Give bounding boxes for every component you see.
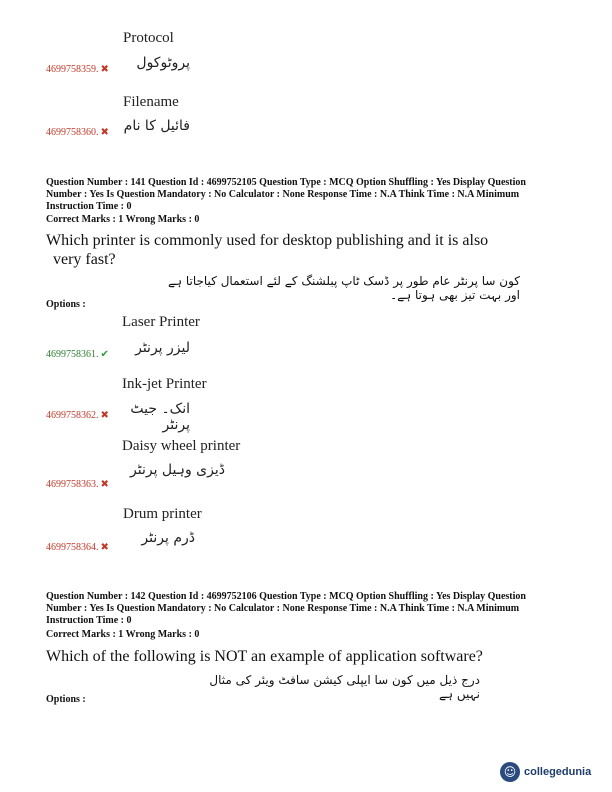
- options-label: Options :: [46, 299, 86, 310]
- option-id-number: 4699758363.: [46, 479, 99, 490]
- option-text-en: Protocol: [123, 30, 174, 46]
- meta-line: Question Number : 141 Question Id : 4699752105 Question Type : MCQ Option Shuffling : Yes Display Question: [46, 177, 526, 188]
- question-text: [46, 647, 566, 666]
- question-meta: [46, 177, 571, 213]
- option-text-en: Laser Printer: [122, 314, 200, 330]
- graduate-avatar-icon: ☺: [500, 762, 520, 782]
- question-text-ur: درج ذیل میں کون سا ایپلی کیشن سافٹ ویئر کی مثال نہیں ہے: [209, 673, 480, 701]
- option-id-number: 4699758361.: [46, 349, 99, 360]
- question-line: very fast?: [53, 251, 116, 268]
- question-line: Which printer is commonly used for desktop publishing and it is also: [46, 232, 489, 249]
- correct-check-icon: ✔: [100, 349, 109, 360]
- option-id: [46, 127, 109, 138]
- option-text-ur: فائیل کا نام: [123, 118, 190, 134]
- wrong-mark-icon: ✖: [100, 542, 109, 553]
- option-id-number: 4699758359.: [46, 64, 99, 75]
- meta-line: Number : Yes Is Question Mandatory : No Calculator : None Response Time : N.A Think Time : N.A Minimum: [46, 189, 520, 200]
- wrong-mark-icon: ✖: [100, 64, 109, 75]
- option-id: [46, 64, 109, 75]
- question-text-ur: کون سا پرنٹر عام طور پر ڈسک ٹاپ پبلشنگ کے لئے استعمال کیاجاتا ہے اور بہت تیز بھی ہوتا ہے۔: [167, 274, 520, 302]
- wrong-mark-icon: ✖: [100, 410, 109, 421]
- meta-line: Instruction Time : 0: [46, 615, 132, 626]
- collegedunia-logo: [500, 762, 591, 782]
- question-line: Which of the following is NOT an example of application software?: [46, 648, 483, 665]
- meta-line: Number : Yes Is Question Mandatory : No Calculator : None Response Time : N.A Think Time : N.A Minimum: [46, 603, 520, 614]
- option-text-en: Filename: [123, 94, 179, 110]
- option-id-number: 4699758362.: [46, 410, 99, 421]
- option-text-en: Ink-jet Printer: [122, 376, 207, 392]
- option-text-en: Daisy wheel printer: [122, 438, 241, 454]
- question-text: [46, 231, 566, 269]
- wrong-mark-icon: ✖: [100, 479, 109, 490]
- option-id-number: 4699758364.: [46, 542, 99, 553]
- wrong-mark-icon: ✖: [100, 127, 109, 138]
- option-text-ur: ڈیزی وہیل پرنٹر: [130, 462, 225, 478]
- meta-line: Instruction Time : 0: [46, 201, 132, 212]
- options-label: Options :: [46, 694, 86, 705]
- option-text-ur: پروٹوکول: [136, 55, 190, 71]
- option-id: [46, 479, 109, 490]
- option-id: [46, 410, 109, 421]
- question-marks: Correct Marks : 1 Wrong Marks : 0: [46, 629, 200, 640]
- option-text-en: Drum printer: [123, 506, 202, 522]
- option-text-ur: انک۔ جیٹ پرنٹر: [130, 401, 190, 433]
- question-meta: [46, 591, 571, 627]
- question-marks: Correct Marks : 1 Wrong Marks : 0: [46, 214, 200, 225]
- option-id: [46, 349, 109, 360]
- option-text-ur: لیزر پرنٹر: [135, 340, 190, 356]
- option-id: [46, 542, 109, 553]
- logo-text: collegedunia: [524, 766, 592, 778]
- option-text-ur: ڈرم پرنٹر: [141, 530, 195, 546]
- option-id-number: 4699758360.: [46, 127, 99, 138]
- meta-line: Question Number : 142 Question Id : 4699752106 Question Type : MCQ Option Shuffling : Yes Display Question: [46, 591, 526, 602]
